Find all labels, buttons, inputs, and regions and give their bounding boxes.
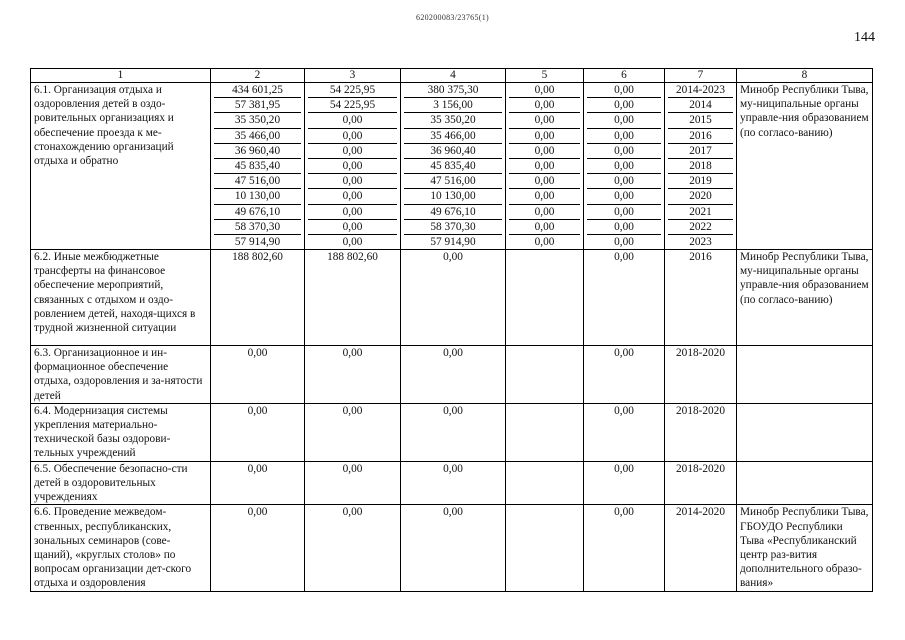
activity-name: 6.1. Организация отдыха и оздоровления детей в оздо-ровительных организациях и обеспечение проезда к ме-стонахождению организаций отдыха и обратно [31, 83, 211, 250]
subrow-value: 0,00 [587, 159, 661, 174]
table-row [31, 403, 873, 461]
subrow-value: 0,00 [308, 113, 397, 128]
executor: Минобр Республики Тыва, ГБОУДО Республики Тыва «Республиканский центр раз-вития дополнительного образо-вания» [737, 505, 873, 591]
table-cell: 0,00 [305, 505, 401, 591]
subrow-value: 2023 [689, 235, 712, 248]
subrow-value: 0,00 [587, 144, 661, 159]
table-cell: 0,00 [211, 403, 305, 461]
subrow-value: 0,00 [342, 235, 363, 248]
subrow-value: 58 370,30 [214, 220, 301, 235]
funding-total-cell [211, 83, 305, 250]
table-cell: 2018-2020 [665, 346, 737, 404]
activity-name: 6.2. Иные межбюджетные трансферты на финансовое обеспечение мероприятий, связанных с отдыхом и оздо-ровлением детей, находя-щихся в трудной жизненной ситуации [31, 250, 211, 346]
subrow-value: 57 914,90 [430, 235, 476, 248]
column-number: 1 [31, 69, 211, 83]
table-cell [506, 403, 584, 461]
subrow-value: 0,00 [509, 189, 580, 204]
table-row [31, 83, 873, 250]
table-cell: 0,00 [211, 505, 305, 591]
subrow-value: 2021 [668, 205, 733, 220]
local-budget-cell [506, 83, 584, 250]
table-row [31, 250, 873, 346]
column-number: 4 [401, 69, 506, 83]
table-cell [506, 250, 584, 346]
subrow-value: 0,00 [587, 174, 661, 189]
subrow-value: 0,00 [614, 235, 634, 248]
column-number: 8 [737, 69, 873, 83]
column-number: 3 [305, 69, 401, 83]
period-cell [665, 83, 737, 250]
executor: Минобр Республики Тыва, му-ниципальные органы управле-ния образованием (по согласо-ванию) [737, 83, 873, 250]
subrow-value: 0,00 [509, 83, 580, 98]
executor [737, 403, 873, 461]
document-id: 620200083/23765(1) [416, 13, 489, 22]
subrow-value: 35 466,00 [404, 129, 502, 144]
subrow-value: 57 381,95 [214, 98, 301, 113]
subrow-value: 36 960,40 [404, 144, 502, 159]
subrow-value: 0,00 [509, 159, 580, 174]
subrow-value: 0,00 [509, 220, 580, 235]
table-cell: 0,00 [305, 461, 401, 505]
subrow-value: 0,00 [509, 129, 580, 144]
column-number: 6 [584, 69, 665, 83]
subrow-value: 3 156,00 [404, 98, 502, 113]
table-cell [506, 505, 584, 591]
table-cell: 0,00 [211, 346, 305, 404]
subrow-value: 0,00 [308, 174, 397, 189]
subrow-value: 58 370,30 [404, 220, 502, 235]
subrow-value: 0,00 [587, 98, 661, 113]
table-cell: 0,00 [584, 505, 665, 591]
subrow-value: 0,00 [308, 144, 397, 159]
table-cell [506, 346, 584, 404]
subrow-value: 2019 [668, 174, 733, 189]
table-cell: 0,00 [211, 461, 305, 505]
federal-budget-cell [305, 83, 401, 250]
subrow-value: 36 960,40 [214, 144, 301, 159]
table-cell: 0,00 [584, 461, 665, 505]
table-cell: 0,00 [584, 346, 665, 404]
subrow-value: 2014-2023 [668, 83, 733, 98]
subrow-value: 0,00 [587, 189, 661, 204]
subrow-value: 54 225,95 [308, 83, 397, 98]
table-cell: 2014-2020 [665, 505, 737, 591]
subrow-value: 10 130,00 [404, 189, 502, 204]
subrow-value: 0,00 [509, 113, 580, 128]
activity-name: 6.4. Модернизация системы укрепления материально-технической базы оздорови-тельных учреждений [31, 403, 211, 461]
subrow-value: 2020 [668, 189, 733, 204]
subrow-value: 35 350,20 [404, 113, 502, 128]
subrow-value: 49 676,10 [404, 205, 502, 220]
subrow-value: 0,00 [509, 98, 580, 113]
subrow-value: 0,00 [509, 144, 580, 159]
subrow-value: 0,00 [534, 235, 555, 248]
table-cell: 0,00 [584, 403, 665, 461]
subrow-value: 2022 [668, 220, 733, 235]
table-row [31, 505, 873, 591]
table-row [31, 346, 873, 404]
table-cell: 0,00 [401, 250, 506, 346]
other-sources-cell [584, 83, 665, 250]
subrow-value: 0,00 [587, 205, 661, 220]
table-cell: 0,00 [401, 403, 506, 461]
column-number: 5 [506, 69, 584, 83]
subrow-value: 35 350,20 [214, 113, 301, 128]
table-cell: 0,00 [401, 461, 506, 505]
subrow-value: 45 835,40 [214, 159, 301, 174]
column-number: 2 [211, 69, 305, 83]
subrow-value: 0,00 [587, 113, 661, 128]
table-cell: 188 802,60 [211, 250, 305, 346]
subrow-value: 0,00 [308, 220, 397, 235]
program-table [30, 68, 873, 592]
subrow-value: 2014 [668, 98, 733, 113]
table-cell: 0,00 [401, 505, 506, 591]
subrow-value: 0,00 [587, 83, 661, 98]
subrow-value: 54 225,95 [308, 98, 397, 113]
table-cell: 2018-2020 [665, 403, 737, 461]
table-cell: 0,00 [401, 346, 506, 404]
subrow-value: 0,00 [587, 220, 661, 235]
table-cell: 0,00 [305, 403, 401, 461]
table-cell: 2018-2020 [665, 461, 737, 505]
subrow-value: 45 835,40 [404, 159, 502, 174]
table-cell [506, 461, 584, 505]
table-cell: 0,00 [305, 346, 401, 404]
subrow-value: 2017 [668, 144, 733, 159]
subrow-value: 35 466,00 [214, 129, 301, 144]
subrow-value: 0,00 [509, 205, 580, 220]
subrow-value: 0,00 [308, 205, 397, 220]
column-number-row [31, 69, 873, 83]
executor [737, 346, 873, 404]
activity-name: 6.5. Обеспечение безопасно-сти детей в оздоровительных учреждениях [31, 461, 211, 505]
activity-name: 6.6. Проведение межведом-ственных, республиканских, зональных семинаров (сове-щаний), «круглых столов» по вопросам организации дет-ского отдыха и оздоровления [31, 505, 211, 591]
activity-name: 6.3. Организационное и ин-формационное обеспечение отдыха, оздоровления и за-нятости детей [31, 346, 211, 404]
subrow-value: 0,00 [308, 159, 397, 174]
subrow-value: 0,00 [587, 129, 661, 144]
subrow-value: 57 914,90 [234, 235, 281, 248]
subrow-value: 47 516,00 [214, 174, 301, 189]
executor [737, 461, 873, 505]
table-cell: 2016 [665, 250, 737, 346]
subrow-value: 0,00 [509, 174, 580, 189]
republic-budget-cell [401, 83, 506, 250]
table-row [31, 461, 873, 505]
page-number: 144 [854, 30, 875, 45]
executor: Минобр Республики Тыва, му-ниципальные органы управле-ния образованием (по согласо-ванию) [737, 250, 873, 346]
subrow-value: 380 375,30 [404, 83, 502, 98]
subrow-value: 434 601,25 [214, 83, 301, 98]
subrow-value: 47 516,00 [404, 174, 502, 189]
subrow-value: 0,00 [308, 189, 397, 204]
subrow-value: 49 676,10 [214, 205, 301, 220]
subrow-value: 2018 [668, 159, 733, 174]
table-cell: 188 802,60 [305, 250, 401, 346]
table-cell: 0,00 [584, 250, 665, 346]
subrow-value: 0,00 [308, 129, 397, 144]
column-number: 7 [665, 69, 737, 83]
subrow-value: 2015 [668, 113, 733, 128]
subrow-value: 2016 [668, 129, 733, 144]
subrow-value: 10 130,00 [214, 189, 301, 204]
